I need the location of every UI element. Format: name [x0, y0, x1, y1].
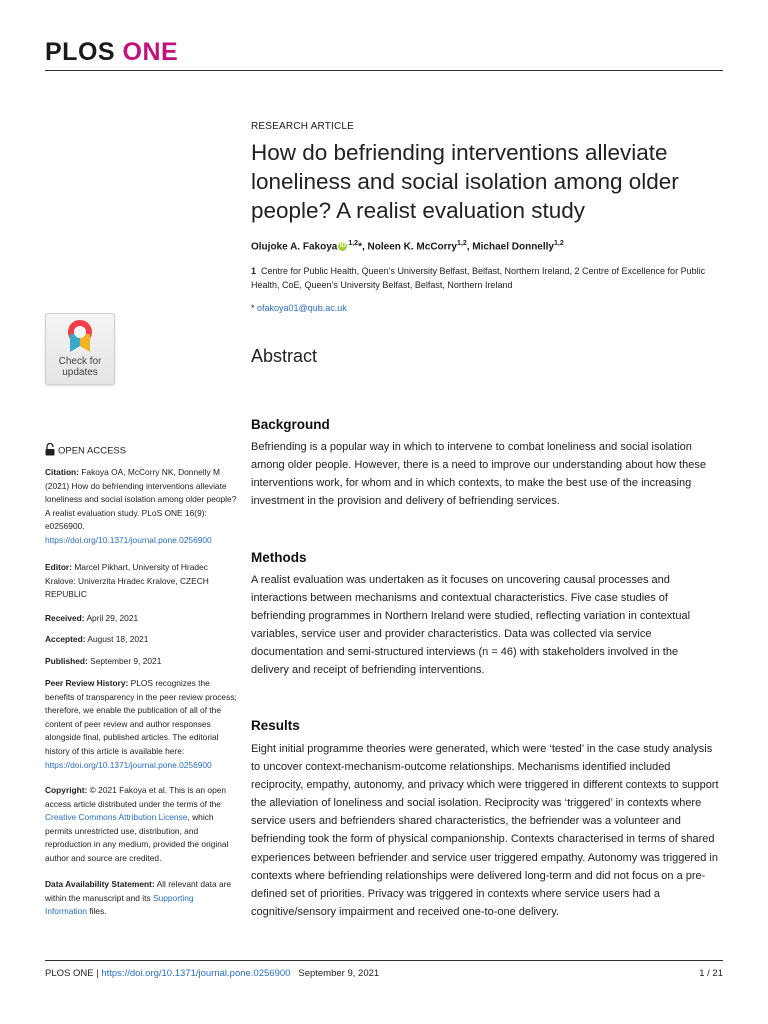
email-link[interactable]: ofakoya01@qub.ac.uk	[257, 303, 347, 313]
citation-label: Citation:	[45, 467, 79, 477]
citation-block	[45, 466, 237, 548]
editor-text: Marcel Pikhart, University of Hradec Kralove: Univerzita Hradec Kralove, CZECH REPUBLIC	[45, 562, 209, 600]
received-label: Received:	[45, 613, 85, 623]
published-label: Published:	[45, 656, 88, 666]
results-text: Eight initial programme theories were generated, which were ‘tested’ in the case study analysis to uncover context-mechanism-outcome relationships. Mechanisms identified included reciprocity, empathy, autonomy, and privacy which were triggered in different contexts to support the alleviation of loneliness and social isolation. Reciprocity was ‘triggered’ in contexts where service users and befrienders shared characteristics, the befriender was a volunteer and befriending took the form of physical companionship. Contexts characterised in terms of shared experiences between befriender and service user triggered empathy. Autonomy was triggered in contexts where befriending relationships were delivered long-term and did not focus on a pre-defined set of priorities. Privacy was triggered in contexts where service users had a cognitive/sensory impairment and received one-to-one delivery.	[251, 743, 719, 918]
affil-text: Centre for Public Health, Queen’s University Belfast, Belfast, Northern Ireland, 2 Centre of Excellence for Public Health, CoE, Queen’s University Belfast, Belfast, Northern Ireland	[251, 266, 706, 290]
copyright-text-1: © 2021 Fakoya et al. This is an open access article distributed under the terms of the	[45, 785, 227, 809]
editor-block	[45, 561, 237, 602]
citation-text: Fakoya OA, McCorry NK, Donnelly M (2021) How do befriending interventions alleviate loneliness and social isolation among older people? A realist evaluation study. PLoS ONE 16(9): e0256900.	[45, 467, 237, 532]
methods-text: A realist evaluation was undertaken as it focuses on uncovering causal processes and interactions between mechanisms and contextual characteristics. Five case studies of befriending programmes in Northern Ireland were studied, reflecting variation in contextual variables, service user and provider characteristics. Data was collected via service documentation and semi-structured interviews (n = 46) with stakeholders involved in the delivery and receipt of befriending interventions.	[251, 574, 691, 677]
peer-review-block	[45, 677, 237, 772]
author-affil-sup: 1,2	[348, 240, 359, 247]
open-access-text: OPEN ACCESS	[58, 445, 127, 457]
copyright-block	[45, 784, 237, 866]
author-name[interactable]: Olujoke A. Fakoya	[251, 241, 338, 253]
article-type: RESEARCH ARTICLE	[251, 121, 355, 132]
accepted-value: August 18, 2021	[87, 634, 149, 644]
corresponding-email	[251, 303, 347, 313]
peer-review-doi-link[interactable]: https://doi.org/10.1371/journal.pone.0256900	[45, 759, 212, 770]
published-value: September 9, 2021	[90, 656, 162, 666]
peer-review-text: PLOS recognizes the benefits of transparency in the peer review process; therefore, we enable the publication of all of the content of peer review and author responses alongside final, published articles. The editorial history of this article is available here:	[45, 678, 237, 756]
data-availability-label: Data Availability Statement:	[45, 879, 155, 889]
published-date	[45, 655, 237, 669]
check-for-updates-badge[interactable]	[45, 313, 115, 385]
footer-doi-link[interactable]: https://doi.org/10.1371/journal.pone.0256900	[101, 968, 291, 979]
article-title: How do befriending interventions alleviate loneliness and social isolation among older people? A realist evaluation study	[251, 140, 679, 223]
author-name[interactable]: Michael Donnelly	[472, 241, 554, 253]
footer-journal: PLOS ONE	[45, 968, 94, 979]
author-name[interactable]: Noleen K. McCorry	[367, 241, 457, 253]
logo-plos: PLOS	[45, 38, 116, 66]
results-heading: Results	[251, 718, 300, 733]
author-affil-sup: 1,2	[457, 240, 467, 247]
received-value: April 29, 2021	[86, 613, 139, 623]
open-access-label	[45, 443, 126, 459]
affiliations	[251, 264, 721, 292]
peer-review-label: Peer Review History:	[45, 678, 129, 688]
journal-logo[interactable]	[45, 38, 178, 67]
author-affil-sup: 1,2	[553, 240, 564, 247]
crossmark-icon	[66, 318, 94, 354]
header-divider	[45, 70, 723, 71]
data-availability-text-2: files.	[89, 906, 107, 917]
data-availability-text-1: All relevant data are within the manuscript and its	[45, 879, 232, 903]
affil-number: 1	[251, 266, 257, 276]
crossmark-line2: updates	[62, 367, 98, 378]
open-lock-icon	[45, 443, 55, 459]
accepted-date	[45, 633, 237, 647]
background-heading: Background	[251, 417, 330, 432]
background-text: Befriending is a popular way in which to intervene to combat loneliness and social isolation among older people. However, there is a need to improve our understanding about how these interventions work, for whom and in which contexts, to make the best use of the increasing investment in the provision and delivery of befriending services.	[251, 441, 706, 508]
crossmark-line1: Check for	[58, 356, 102, 367]
page-number: 1 / 21	[699, 968, 723, 979]
data-availability-block	[45, 878, 237, 919]
accepted-label: Accepted:	[45, 634, 86, 644]
editor-label: Editor:	[45, 562, 72, 572]
crossmark-label	[46, 356, 114, 378]
logo-one: ONE	[122, 38, 179, 66]
page-footer	[45, 968, 379, 979]
corresponding-star: *	[358, 241, 362, 253]
corr-star: *	[251, 303, 255, 313]
methods-heading: Methods	[251, 550, 307, 565]
citation-doi-link[interactable]: https://doi.org/10.1371/journal.pone.0256900	[45, 534, 212, 545]
supporting-info-link[interactable]: Supporting Information	[45, 892, 194, 917]
author-list: Olujoke A. Fakoya iD $^{1,2}$*, Noleen K. McCorry$^{1,2}$, Michael Donnelly$^{1,2}$	[251, 240, 564, 253]
abstract-heading: Abstract	[251, 346, 318, 366]
received-date	[45, 612, 237, 626]
copyright-text-2: , which permits unrestricted use, distribution, and reproduction in any medium, provided the original author and source are credited.	[45, 812, 229, 863]
license-link[interactable]: Creative Commons Attribution License	[45, 812, 188, 823]
footer-separator: |	[96, 968, 99, 979]
footer-date: September 9, 2021	[298, 968, 380, 979]
copyright-label: Copyright:	[45, 785, 88, 795]
footer-divider	[45, 960, 723, 961]
orcid-icon[interactable]: iD	[339, 243, 346, 250]
